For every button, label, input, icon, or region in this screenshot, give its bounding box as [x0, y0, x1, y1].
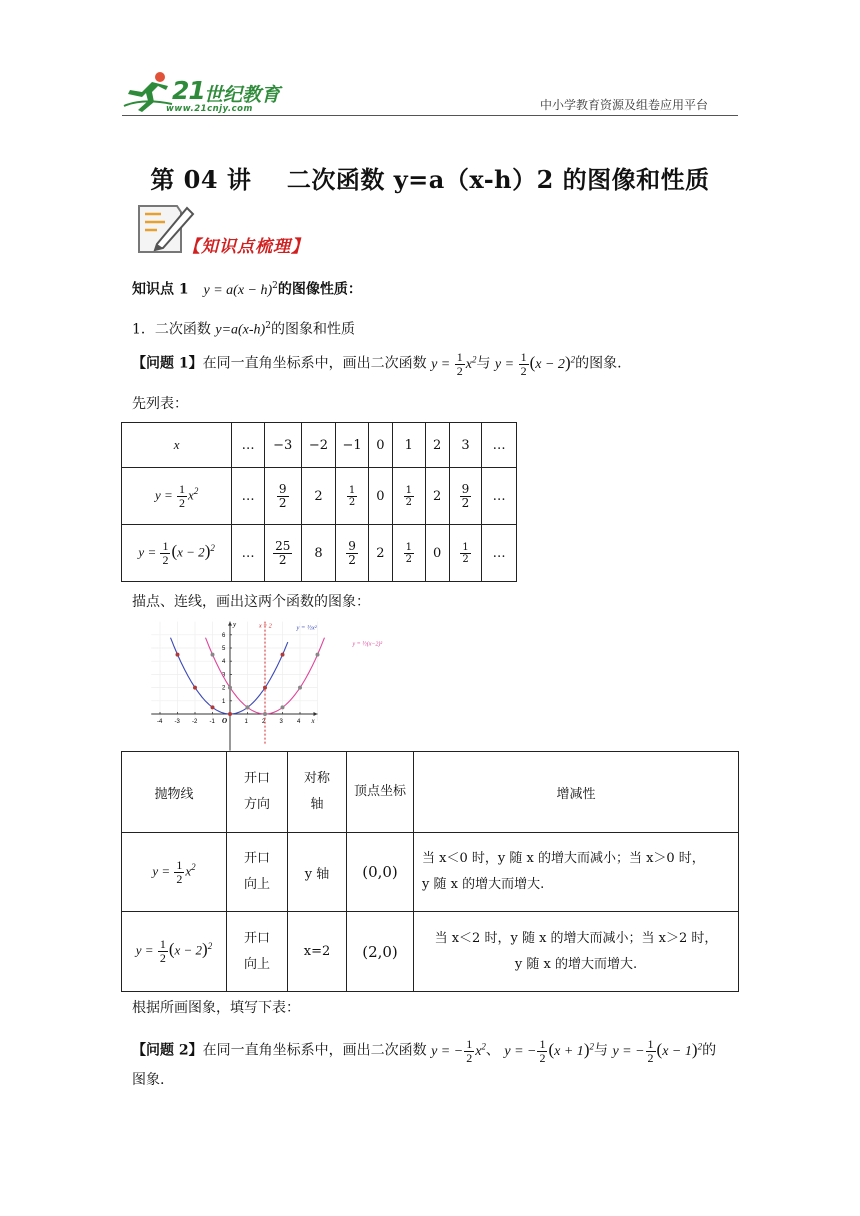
table-cell: 0 — [368, 468, 392, 525]
table-cell: … — [482, 468, 517, 525]
table-cell: … — [232, 525, 265, 582]
table-cell-fraction: $\frac{25}{2}$ — [264, 525, 301, 582]
table-cell: … — [232, 468, 265, 525]
row-axis: y 轴 — [288, 833, 347, 912]
logo-number: 21 — [172, 76, 205, 105]
data-point — [281, 653, 285, 657]
property-table — [121, 751, 739, 992]
list-intro: 先列表： — [132, 396, 188, 412]
header-vertex: 顶点坐标 — [347, 752, 414, 833]
data-point — [228, 712, 232, 716]
table-cell-fraction: $\frac{1}{2}$ — [393, 525, 426, 582]
y-tick-label: 1 — [222, 698, 226, 705]
table-row-label: y = $\frac{1}{2}$ $x^2$ — [122, 468, 232, 525]
knowledge-point-prefix: 知识点 1 — [132, 281, 189, 298]
problem-2: 【问题 2】在同一直角坐标系中，画出二次函数 y = − $\frac{1}{2}$ $x^2$、 y = − $\frac{1}{2}$ $(x + 1)^2$与 y = − $\frac{1}{2}$ $(x - 1)^2$的 图象. — [132, 1036, 717, 1088]
logo — [122, 66, 292, 116]
data-point — [176, 653, 180, 657]
data-point — [211, 705, 215, 709]
problem-2-formula-a: y = − $\frac{1}{2}$ $x^2$ — [431, 1036, 486, 1065]
platform-name: 中小学教育资源及组卷应用平台 — [540, 98, 709, 112]
knowledge-point-exponent: 2 — [272, 281, 278, 291]
table-row-header — [122, 752, 739, 833]
row-vertex: (2,0) — [347, 912, 414, 992]
logo-url: www.21cnjy.com — [166, 104, 253, 114]
y-tick-label: 2 — [222, 685, 226, 692]
y-axis-arrow — [228, 622, 232, 626]
data-point — [263, 686, 267, 690]
symmetry-axis-label: x = 2 — [259, 623, 272, 630]
table-cell: 0 — [425, 525, 449, 582]
table-cell: … — [232, 423, 265, 468]
value-table — [121, 422, 517, 582]
section-label: 【知识点梳理】 — [183, 237, 309, 257]
table-cell-fraction: $\frac{9}{2}$ — [336, 525, 369, 582]
problem-2-formula-b: y = − $\frac{1}{2}$ $(x + 1)^2$ — [504, 1036, 594, 1065]
series-label-blue: y = ½x² — [296, 624, 317, 632]
x-tick-label: -4 — [157, 719, 163, 725]
data-point — [316, 653, 320, 657]
table-cell-fraction: $\frac{1}{2}$ — [449, 525, 482, 582]
table-cell-fraction: $\frac{9}{2}$ — [449, 468, 482, 525]
table-row — [122, 912, 739, 992]
table-cell: 1 — [393, 423, 426, 468]
row-monotonicity: 当 x＜2 时，y 随 x 的增大而减小；当 x＞2 时， y 随 x 的增大而增大. — [414, 912, 739, 992]
parabola-chart — [142, 618, 383, 744]
table-cell-fraction: $\frac{1}{2}$ — [336, 468, 369, 525]
section-header — [135, 200, 355, 260]
problem-2-label: 【问题 2】 — [132, 1042, 203, 1059]
header-axis: 对称轴 — [288, 752, 347, 833]
x-tick-label: 3 — [279, 719, 283, 725]
table-cell: −2 — [301, 423, 336, 468]
row-vertex: (0,0) — [347, 833, 414, 912]
problem-1: 【问题 1】在同一直角坐标系中，画出二次函数 y = $\frac{1}{2}$ $x^2$与 y = $\frac{1}{2}$ $(x - 2)^2$的图象. — [132, 349, 622, 378]
point-1-heading: 1．二次函数 $y=a(x-h)^2$的图象和性质 — [132, 321, 355, 338]
y-tick-label: 6 — [222, 632, 226, 639]
data-point — [246, 705, 250, 709]
problem-2-formula-c: y = − $\frac{1}{2}$ $(x - 1)^2$ — [612, 1036, 703, 1065]
knowledge-point-formula: y = a(x − h) — [203, 282, 273, 298]
origin-label: O — [222, 717, 228, 725]
header-parabola: 抛物线 — [122, 752, 227, 833]
header-open-direction: 开口方向 — [227, 752, 288, 833]
plot-intro: 描点、连线，画出这两个函数的图象： — [132, 594, 370, 610]
row-formula: y = $\frac{1}{2}$ $x^2$ — [122, 833, 227, 912]
y-tick-label: 4 — [222, 659, 226, 666]
x-tick-label: 2 — [262, 719, 266, 725]
row-open-direction: 开口向上 — [227, 912, 288, 992]
table-cell: 0 — [368, 423, 392, 468]
series-label-pink: y = ½(x−2)² — [352, 641, 383, 648]
problem-1-formula-b: y = $\frac{1}{2}$ $(x - 2)^2$ — [494, 349, 576, 378]
table-cell-fraction: $\frac{9}{2}$ — [264, 468, 301, 525]
x-axis-label: x — [311, 717, 315, 725]
knowledge-point-suffix: 的图像性质： — [277, 281, 362, 298]
data-point — [211, 653, 215, 657]
table-cell: 2 — [301, 468, 336, 525]
row-monotonicity: 当 x＜0 时，y 随 x 的增大而减小；当 x＞0 时， y 随 x 的增大而增大. — [414, 833, 739, 912]
x-tick-label: 1 — [244, 719, 248, 725]
point-1-formula: y=a(x-h) — [215, 322, 266, 338]
row-axis: x=2 — [288, 912, 347, 992]
y-axis-label: y — [233, 620, 237, 629]
table-cell-fraction: $\frac{1}{2}$ — [393, 468, 426, 525]
y-tick-label: 5 — [222, 646, 226, 652]
table-cell: 2 — [425, 423, 449, 468]
x-axis-arrow — [314, 712, 318, 716]
parabola-blue — [171, 638, 288, 714]
table-cell: 2 — [425, 468, 449, 525]
data-point — [228, 686, 232, 690]
table-cell: x — [122, 423, 232, 468]
page-title: 第 04 讲 二次函数 y=a（x-h）2 的图像和性质 — [150, 165, 710, 194]
table-cell: 2 — [368, 525, 392, 582]
x-tick-label: -3 — [174, 719, 180, 725]
table-row — [122, 833, 739, 912]
header-monotonicity: 增减性 — [414, 752, 739, 833]
table-cell: 8 — [301, 525, 336, 582]
y-tick-label: 3 — [222, 672, 226, 679]
table-row-f1 — [122, 468, 517, 525]
table-cell: 3 — [449, 423, 482, 468]
data-point — [193, 686, 197, 690]
problem-1-formula-a: y = $\frac{1}{2}$ $x^2$ — [431, 349, 477, 378]
fill-instruction: 根据所画图象，填写下表： — [132, 1000, 300, 1016]
knowledge-point-heading — [132, 276, 362, 301]
x-tick-label: -2 — [192, 719, 198, 725]
x-tick-label: 4 — [297, 719, 301, 725]
table-row-x — [122, 423, 517, 468]
table-cell: −1 — [336, 423, 369, 468]
row-formula: y = $\frac{1}{2}$ $(x - 2)^2$ — [122, 912, 227, 992]
header-divider — [122, 115, 738, 116]
table-row-f2 — [122, 525, 517, 582]
x-tick-label: -1 — [209, 719, 215, 725]
row-open-direction: 开口向上 — [227, 833, 288, 912]
table-cell: −3 — [264, 423, 301, 468]
table-cell: … — [482, 525, 517, 582]
problem-1-label: 【问题 1】 — [132, 355, 203, 372]
data-point — [263, 712, 267, 716]
table-row-label: y = $\frac{1}{2}$ $(x - 2)^2$ — [122, 525, 232, 582]
logo-name: 世纪教育 — [204, 84, 281, 106]
data-point — [281, 705, 285, 709]
table-cell: … — [482, 423, 517, 468]
data-point — [298, 686, 302, 690]
